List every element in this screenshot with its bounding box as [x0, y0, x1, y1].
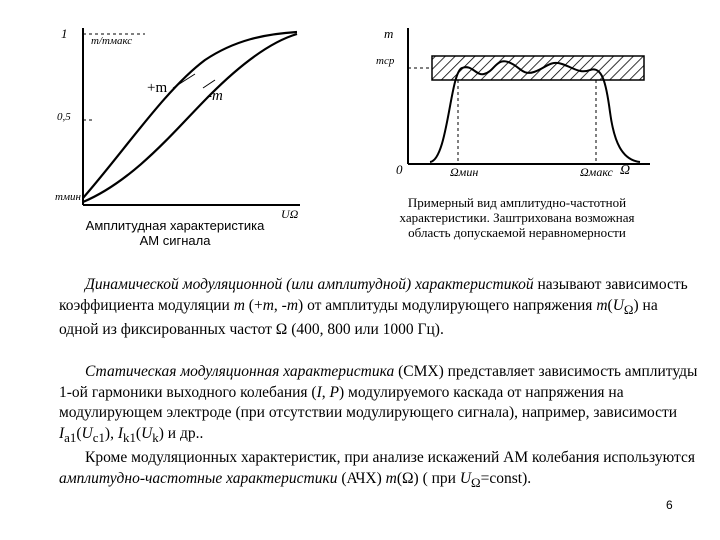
y-axis-label: m/mмакс: [91, 35, 133, 47]
x-max-label: Ωмакс: [580, 165, 613, 179]
curve-minus-label: -m: [207, 88, 223, 104]
y-bottom-label: mмин: [55, 191, 81, 203]
paragraph-dynamic-characteristic: Динамической модуляционной (или амплитудной) характеристикой называют зависимость коэффициента модуляции m (+m, -m) от амплитуды модулирующего напряжения $m(U_\Omega)$ на одной из фиксированных частот Ω (400, 800 или 1000 Гц).: [59, 276, 688, 339]
curve-minus-m: [83, 34, 297, 202]
x-axis-label: Ω: [620, 163, 631, 178]
left-figure-caption: Амплитудная характеристика АМ сигнала: [85, 218, 265, 248]
amplitude-characteristic-chart: [55, 20, 305, 220]
x-axis-label: UΩ: [281, 207, 299, 220]
x-min-label: Ωмин: [450, 165, 479, 179]
curve-plus-label: +m: [147, 80, 168, 96]
y-axis-label: m: [384, 26, 394, 41]
frequency-response-chart: [370, 22, 660, 182]
origin-label: 0: [396, 162, 403, 177]
y-mid-label: 0,5: [57, 111, 71, 123]
paragraph-static-characteristic: Статическая модуляционная характеристика (СМХ) представляет зависимость амплитуды 1-ой гармоники выходного колебания (I, P) модулируемого каскада от напряжения на модулирующем электроде (при отсутствии модулирующего сигнала), например, зависимости $I_{a1}(U_{c1})$, $I_{k1}(U_k)$ и др.. Кроме модуляционных характеристик, при анализе искажений АМ колебания используются амплитудно-частотные характеристики (АЧХ) m(Ω) ( при $U_\Omega=const$).: [59, 363, 698, 490]
page-number: 6: [666, 498, 673, 512]
right-figure-caption: Примерный вид амплитудно-частотной характеристики. Заштрихована возможная область допускаемой неравномерности: [399, 195, 635, 240]
y-top-label: 1: [61, 26, 68, 41]
y-level-label: mср: [376, 55, 395, 67]
